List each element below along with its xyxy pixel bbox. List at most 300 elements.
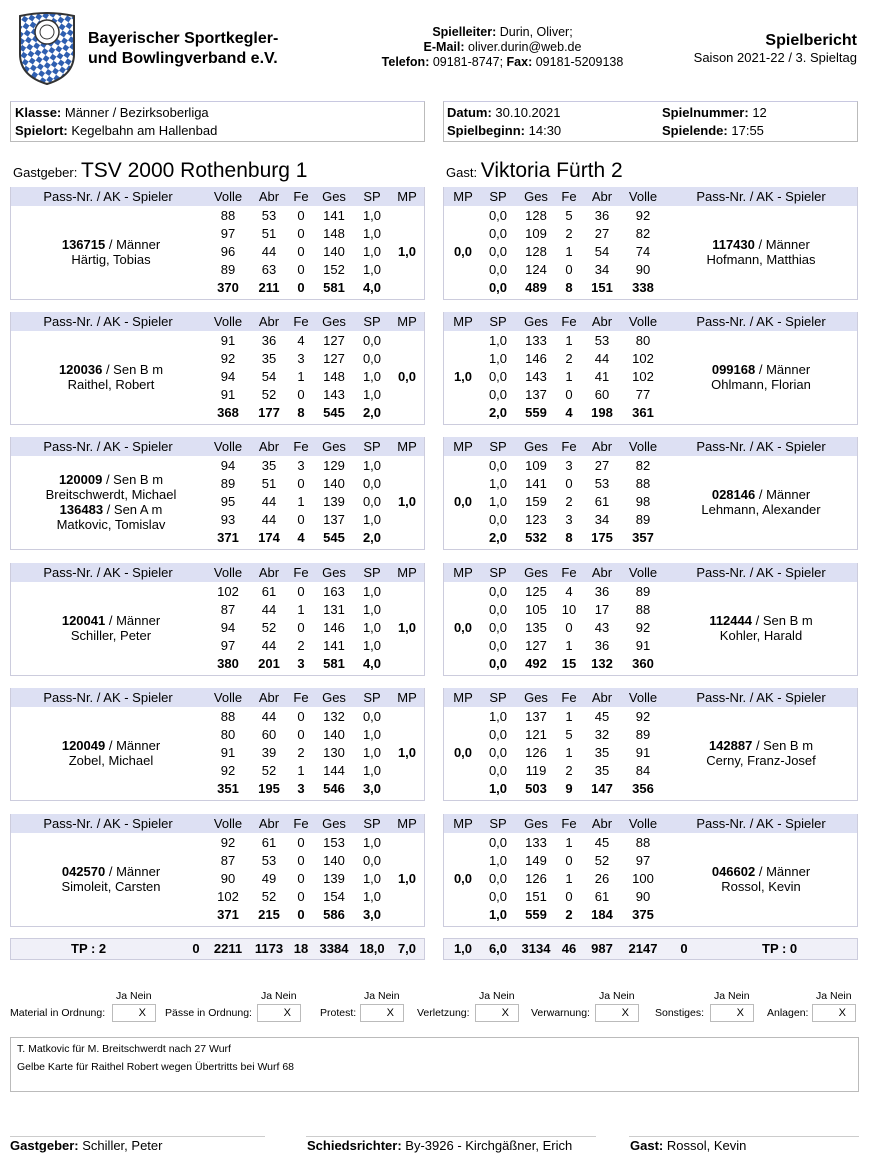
- home-totals-zero: 0: [192, 941, 200, 956]
- away-volle-value: 100: [632, 871, 654, 886]
- check-label: Sonstiges:: [655, 1007, 705, 1019]
- home-abr-value: 61: [261, 584, 277, 599]
- away-abr-total: 132: [591, 656, 613, 671]
- player-name: Hofmann, Matthias: [706, 252, 816, 267]
- header-sp: SP: [489, 314, 507, 329]
- home-sp-value: 1,0: [362, 835, 382, 850]
- signature-away: [630, 1138, 746, 1154]
- home-volle-value: 94: [220, 458, 236, 473]
- header-fe: Fe: [293, 314, 309, 329]
- home-player-cell: [26, 613, 196, 643]
- away-abr-value: 36: [594, 638, 610, 653]
- home-ges-value: 139: [323, 871, 345, 886]
- home-fe-value: 0: [297, 853, 305, 868]
- info-box-right: [443, 101, 858, 142]
- player-age-class: / Sen B m: [751, 613, 813, 628]
- home-volle-value: 91: [220, 745, 236, 760]
- home-sp-total: 4,0: [362, 656, 382, 671]
- player-pass-number: 046602: [711, 864, 756, 879]
- header-volle: Volle: [628, 816, 658, 831]
- klasse-label: Klasse:: [15, 105, 62, 120]
- header-volle: Volle: [628, 690, 658, 705]
- home-volle-value: 94: [220, 369, 236, 384]
- home-fe-total: 8: [297, 405, 305, 420]
- home-sp-total: 3,0: [362, 781, 382, 796]
- away-total-fe: 46: [561, 941, 577, 956]
- away-mp-value: 0,0: [453, 494, 473, 509]
- check-label: Verletzung:: [417, 1007, 470, 1019]
- home-ges-value: 130: [323, 745, 345, 760]
- away-team-label: Gast:: [446, 165, 478, 180]
- signature-away-label: Gast:: [630, 1138, 664, 1153]
- home-abr-total: 195: [258, 781, 280, 796]
- away-volle-total: 338: [632, 280, 654, 295]
- home-fe-value: 0: [297, 871, 305, 886]
- home-match-block: [10, 312, 425, 425]
- player-pass-number: 136715: [61, 237, 106, 252]
- away-ges-total: 532: [525, 530, 547, 545]
- home-sp-value: 1,0: [362, 871, 382, 886]
- home-fe-value: 1: [297, 602, 305, 617]
- player-age-class: / Männer: [105, 738, 161, 753]
- home-ges-value: 141: [323, 208, 345, 223]
- away-fe-value: 0: [565, 889, 573, 904]
- report-title-text: Spielbericht: [765, 32, 857, 49]
- away-abr-value: 44: [594, 351, 610, 366]
- away-ges-total: 492: [525, 656, 547, 671]
- away-player-cell: [676, 237, 846, 267]
- home-abr-value: 44: [261, 494, 277, 509]
- header-ges: Ges: [524, 314, 548, 329]
- header-fe: Fe: [561, 816, 577, 831]
- header-abr: Abr: [258, 439, 280, 454]
- header-volle: Volle: [628, 189, 658, 204]
- away-ges-value: 137: [525, 387, 547, 402]
- home-abr-value: 51: [261, 226, 277, 241]
- away-abr-total: 198: [591, 405, 613, 420]
- nein-checkbox[interactable]: [595, 1004, 639, 1022]
- nein-checkbox[interactable]: [812, 1004, 856, 1022]
- away-abr-value: 53: [594, 333, 610, 348]
- player-name: Raithel, Robert: [67, 377, 155, 392]
- home-player-cell: [26, 472, 196, 532]
- home-fe-value: 1: [297, 494, 305, 509]
- home-ges-value: 140: [323, 476, 345, 491]
- away-volle-value: 89: [635, 727, 651, 742]
- player-age-class: / Sen B m: [102, 362, 164, 377]
- away-ges-value: 141: [525, 476, 547, 491]
- player-name: Rossol, Kevin: [721, 879, 801, 894]
- home-ges-value: 139: [323, 494, 345, 509]
- home-abr-value: 52: [261, 620, 277, 635]
- header-sp: SP: [363, 690, 381, 705]
- away-fe-total: 4: [565, 405, 573, 420]
- checkbox-mark: X: [501, 1007, 509, 1019]
- away-sp-value: 0,0: [488, 620, 508, 635]
- away-fe-value: 1: [565, 709, 573, 724]
- away-sp-value: 0,0: [488, 262, 508, 277]
- away-ges-value: 143: [525, 369, 547, 384]
- player-name: Zobel, Michael: [68, 753, 154, 768]
- away-volle-value: 98: [635, 494, 651, 509]
- home-fe-value: 2: [297, 638, 305, 653]
- player-pass-number: 117430: [712, 237, 755, 252]
- home-mp-value: 1,0: [397, 494, 417, 509]
- header-ges: Ges: [524, 690, 548, 705]
- header-sp: SP: [363, 816, 381, 831]
- home-volle-value: 88: [220, 709, 236, 724]
- home-total-volle: 2211: [213, 941, 243, 956]
- home-ges-total: 545: [323, 530, 345, 545]
- home-abr-value: 39: [261, 745, 277, 760]
- leiter-label: Spielleiter:: [432, 25, 497, 39]
- away-match-block: [443, 688, 858, 801]
- home-volle-value: 94: [220, 620, 236, 635]
- away-match-block: [443, 437, 858, 550]
- home-sp-value: 0,0: [362, 494, 382, 509]
- home-abr-value: 44: [261, 602, 277, 617]
- away-player-cell: [676, 613, 846, 643]
- away-mp-value: 0,0: [453, 244, 473, 259]
- home-mp-value: 1,0: [397, 244, 417, 259]
- home-sp-total: 2,0: [362, 530, 382, 545]
- away-fe-value: 4: [565, 584, 573, 599]
- away-sp-value: 0,0: [488, 835, 508, 850]
- home-abr-value: 60: [261, 727, 277, 742]
- home-sp-value: 1,0: [362, 727, 382, 742]
- home-abr-value: 54: [261, 369, 277, 384]
- home-volle-value: 95: [220, 494, 236, 509]
- home-volle-total: 371: [217, 907, 239, 922]
- away-sp-value: 0,0: [488, 584, 508, 599]
- header-player: Pass-Nr. / AK - Spieler: [43, 189, 173, 204]
- away-ges-value: 119: [525, 763, 547, 778]
- checkbox-mark: X: [138, 1007, 146, 1019]
- home-ges-value: 154: [323, 889, 345, 904]
- home-sp-value: 0,0: [362, 351, 382, 366]
- player-age-class: / Sen B m: [102, 472, 164, 487]
- header-mp: MP: [453, 565, 473, 580]
- player-pass-number: 136483: [59, 502, 104, 517]
- header-player: Pass-Nr. / AK - Spieler: [696, 439, 826, 454]
- home-fe-total: 4: [297, 530, 305, 545]
- home-abr-total: 211: [258, 280, 280, 295]
- header-mp: MP: [397, 565, 417, 580]
- away-fe-value: 1: [565, 745, 573, 760]
- header-mp: MP: [397, 439, 417, 454]
- org-name-line1: Bayerischer Sportkegler-: [88, 30, 279, 47]
- home-abr-total: 174: [258, 530, 280, 545]
- header-abr: Abr: [591, 439, 613, 454]
- player-name: Kohler, Harald: [719, 628, 803, 643]
- away-abr-value: 36: [594, 208, 610, 223]
- away-team-heading: [446, 158, 623, 186]
- header-mp: MP: [453, 690, 473, 705]
- spielnummer-label: Spielnummer:: [662, 105, 749, 120]
- fax-label: Fax:: [506, 55, 533, 69]
- player-age-class: / Männer: [105, 613, 161, 628]
- report-season: Saison 2021-22 / 3. Spieltag: [693, 50, 857, 65]
- away-totals-zero: 0: [680, 941, 688, 956]
- home-volle-value: 92: [220, 763, 236, 778]
- home-volle-total: 370: [217, 280, 239, 295]
- away-volle-total: 361: [632, 405, 654, 420]
- header-ges: Ges: [524, 816, 548, 831]
- player-age-class: / Sen B m: [752, 738, 814, 753]
- away-volle-value: 90: [635, 889, 651, 904]
- away-volle-value: 84: [635, 763, 651, 778]
- org-name-line2: und Bowlingverband e.V.: [88, 50, 278, 67]
- home-mp-value: 1,0: [397, 745, 417, 760]
- home-abr-total: 201: [258, 656, 280, 671]
- away-sp-value: 1,0: [488, 853, 508, 868]
- away-abr-value: 41: [594, 369, 610, 384]
- checkbox-mark: X: [283, 1007, 291, 1019]
- remark-line: Gelbe Karte für Raithel Robert wegen Übertritts bei Wurf 68: [17, 1061, 295, 1073]
- away-volle-value: 82: [635, 458, 651, 473]
- signature-line-ref: [306, 1136, 596, 1137]
- home-sp-value: 1,0: [362, 512, 382, 527]
- away-ges-value: 137: [525, 709, 547, 724]
- away-sp-value: 0,0: [488, 244, 508, 259]
- home-abr-value: 44: [261, 638, 277, 653]
- player-pass-number: 120049: [61, 738, 106, 753]
- home-sp-value: 1,0: [362, 262, 382, 277]
- email-value[interactable]: oliver.durin@web.de: [468, 40, 582, 54]
- away-abr-value: 34: [594, 512, 610, 527]
- report-title: [694, 32, 857, 66]
- header-player: Pass-Nr. / AK - Spieler: [43, 565, 173, 580]
- spielende-label: Spielende:: [662, 123, 728, 138]
- spielbeginn-value: 14:30: [528, 123, 562, 138]
- away-fe-value: 3: [565, 458, 573, 473]
- player-name: Schiller, Peter: [70, 628, 152, 643]
- away-volle-value: 89: [635, 584, 651, 599]
- home-abr-value: 44: [261, 709, 277, 724]
- home-sp-value: 1,0: [362, 620, 382, 635]
- header-sp: SP: [489, 690, 507, 705]
- home-volle-value: 87: [220, 602, 236, 617]
- header-player: Pass-Nr. / AK - Spieler: [43, 816, 173, 831]
- away-player-cell: [676, 864, 846, 894]
- home-ges-total: 586: [323, 907, 345, 922]
- player-age-class: / Männer: [755, 864, 811, 879]
- header-fe: Fe: [561, 690, 577, 705]
- home-ges-value: 140: [323, 244, 345, 259]
- nein-checkbox[interactable]: [475, 1004, 519, 1022]
- away-fe-value: 2: [565, 226, 573, 241]
- home-match-block: [10, 187, 425, 300]
- ja-nein-label: Ja Nein: [714, 990, 750, 1002]
- away-mp-value: 0,0: [453, 745, 473, 760]
- home-fe-value: 3: [297, 458, 305, 473]
- header-fe: Fe: [293, 690, 309, 705]
- nein-checkbox[interactable]: [710, 1004, 754, 1022]
- home-volle-total: 351: [217, 781, 239, 796]
- header-player: Pass-Nr. / AK - Spieler: [43, 439, 173, 454]
- away-ges-total: 559: [525, 907, 547, 922]
- away-sp-value: 1,0: [488, 709, 508, 724]
- header-abr: Abr: [258, 816, 280, 831]
- signature-line-home: [10, 1136, 265, 1137]
- home-abr-total: 215: [258, 907, 280, 922]
- away-match-block: [443, 312, 858, 425]
- home-abr-value: 36: [261, 333, 277, 348]
- away-volle-value: 80: [635, 333, 651, 348]
- info-box-left: [10, 101, 425, 142]
- away-ges-value: 125: [525, 584, 547, 599]
- header-ges: Ges: [322, 314, 346, 329]
- home-abr-value: 53: [261, 208, 277, 223]
- nein-checkbox[interactable]: [112, 1004, 156, 1022]
- header-mp: MP: [453, 314, 473, 329]
- away-sp-total: 0,0: [488, 656, 508, 671]
- away-fe-value: 2: [565, 351, 573, 366]
- away-abr-total: 175: [591, 530, 613, 545]
- away-sp-value: 0,0: [488, 745, 508, 760]
- player-pass-number: 120009: [58, 472, 103, 487]
- header-ges: Ges: [322, 816, 346, 831]
- header-abr: Abr: [258, 690, 280, 705]
- header-player: Pass-Nr. / AK - Spieler: [696, 816, 826, 831]
- away-match-block: [443, 187, 858, 300]
- player-pass-number: 120036: [58, 362, 103, 377]
- away-abr-value: 45: [594, 709, 610, 724]
- header-mp: MP: [397, 816, 417, 831]
- home-sp-value: 1,0: [362, 763, 382, 778]
- check-label: Verwarnung:: [531, 1007, 590, 1019]
- away-volle-total: 375: [632, 907, 654, 922]
- header-fe: Fe: [561, 565, 577, 580]
- home-volle-value: 97: [220, 638, 236, 653]
- spielbeginn-label: Spielbeginn:: [447, 123, 525, 138]
- home-volle-value: 87: [220, 853, 236, 868]
- away-sp-value: 0,0: [488, 208, 508, 223]
- home-abr-total: 177: [258, 405, 280, 420]
- header-ges: Ges: [322, 565, 346, 580]
- header-volle: Volle: [213, 565, 243, 580]
- away-fe-value: 1: [565, 333, 573, 348]
- home-sp-value: 1,0: [362, 208, 382, 223]
- home-ges-total: 581: [323, 280, 345, 295]
- check-label: Anlagen:: [767, 1007, 809, 1019]
- home-match-block: [10, 688, 425, 801]
- away-ges-value: 128: [525, 244, 547, 259]
- player-name: Matkovic, Tomislav: [56, 517, 166, 532]
- remarks-box: [10, 1037, 859, 1092]
- header-mp: MP: [397, 314, 417, 329]
- header-volle: Volle: [213, 690, 243, 705]
- away-fe-total: 2: [565, 907, 573, 922]
- home-sp-value: 1,0: [362, 745, 382, 760]
- away-total-sp: 6,0: [488, 941, 508, 956]
- header-ges: Ges: [524, 189, 548, 204]
- home-sp-value: 1,0: [362, 889, 382, 904]
- away-fe-value: 5: [565, 208, 573, 223]
- home-player-cell: [26, 864, 196, 894]
- header-mp: MP: [397, 189, 417, 204]
- away-abr-value: 54: [594, 244, 610, 259]
- home-mp-value: 0,0: [397, 369, 417, 384]
- home-volle-value: 91: [220, 387, 236, 402]
- spielnummer-value: 12: [752, 105, 767, 120]
- away-abr-total: 147: [591, 781, 613, 796]
- home-abr-value: 61: [261, 835, 277, 850]
- away-total-volle: 2147: [628, 941, 658, 956]
- home-sp-value: 0,0: [362, 853, 382, 868]
- away-ges-value: 109: [525, 458, 547, 473]
- away-match-block: [443, 563, 858, 676]
- away-totals: [443, 938, 858, 960]
- home-total-abr: 1173: [254, 941, 284, 956]
- home-fe-value: 0: [297, 889, 305, 904]
- nein-checkbox[interactable]: [257, 1004, 301, 1022]
- home-fe-total: 3: [297, 656, 305, 671]
- away-fe-total: 8: [565, 530, 573, 545]
- away-volle-value: 92: [635, 620, 651, 635]
- home-fe-value: 0: [297, 476, 305, 491]
- away-volle-value: 77: [635, 387, 651, 402]
- home-abr-value: 63: [261, 262, 277, 277]
- header-ges: Ges: [524, 565, 548, 580]
- away-sp-value: 0,0: [488, 638, 508, 653]
- home-fe-value: 0: [297, 727, 305, 742]
- player-pass-number: 120041: [61, 613, 106, 628]
- home-abr-value: 52: [261, 387, 277, 402]
- away-sp-value: 0,0: [488, 871, 508, 886]
- home-volle-value: 89: [220, 476, 236, 491]
- header-sp: SP: [363, 565, 381, 580]
- header-ges: Ges: [524, 439, 548, 454]
- header-fe: Fe: [293, 189, 309, 204]
- home-ges-value: 148: [323, 226, 345, 241]
- ja-nein-label: Ja Nein: [116, 990, 152, 1002]
- contact-info: [340, 25, 665, 70]
- header-sp: SP: [363, 189, 381, 204]
- away-abr-value: 61: [594, 889, 610, 904]
- header-sp: SP: [489, 816, 507, 831]
- away-abr-value: 43: [594, 620, 610, 635]
- away-sp-value: 0,0: [488, 458, 508, 473]
- home-abr-value: 44: [261, 512, 277, 527]
- player-name: Ohlmann, Florian: [711, 377, 811, 392]
- home-abr-value: 53: [261, 853, 277, 868]
- away-fe-value: 0: [565, 620, 573, 635]
- home-volle-value: 88: [220, 208, 236, 223]
- nein-checkbox[interactable]: [360, 1004, 404, 1022]
- home-sp-total: 4,0: [362, 280, 382, 295]
- away-abr-value: 35: [594, 763, 610, 778]
- away-abr-value: 34: [594, 262, 610, 277]
- away-volle-value: 88: [635, 835, 651, 850]
- home-volle-value: 92: [220, 835, 236, 850]
- header-abr: Abr: [258, 189, 280, 204]
- away-abr-value: 32: [594, 727, 610, 742]
- home-ges-value: 132: [323, 709, 345, 724]
- away-ges-total: 559: [525, 405, 547, 420]
- player-pass-number: 042570: [61, 864, 106, 879]
- away-mp-value: 0,0: [453, 871, 473, 886]
- home-ges-value: 127: [323, 351, 345, 366]
- away-sp-total: 1,0: [488, 907, 508, 922]
- home-player-cell: [26, 362, 196, 392]
- header-abr: Abr: [258, 314, 280, 329]
- away-abr-value: 45: [594, 835, 610, 850]
- home-match-block: [10, 437, 425, 550]
- player-name: Lehmann, Alexander: [701, 502, 821, 517]
- home-volle-value: 97: [220, 226, 236, 241]
- home-sp-value: 0,0: [362, 476, 382, 491]
